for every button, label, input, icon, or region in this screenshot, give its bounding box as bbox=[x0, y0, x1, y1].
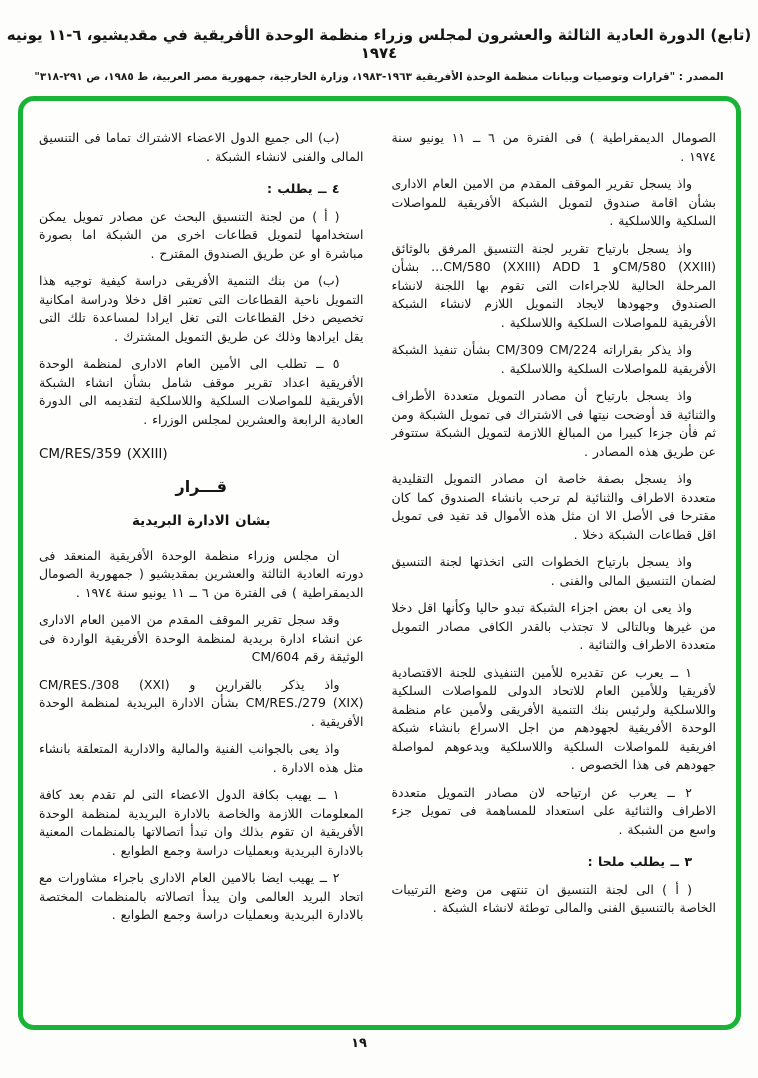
preamble-paragraph: ان مجلس وزراء منظمة الوحدة الأفريقية المنعقد فى دورته العادية الثالثة والعشرين بمقديشيو ( جمهورية الصومال الديمقراطية ) فى الفترة من ٦ ــ ١١ يونيو سنة ١٩٧٤ . bbox=[39, 547, 364, 600]
operative-clause-3-heading: ٣ ــ يطلب ملحا : bbox=[587, 854, 692, 869]
operative-clause-1: ١ ــ يعرب عن تقديره للأمين التنفيذى للجنة الاقتصادية لأفريقيا وللأمين العام للاتحاد الدولى للمواصلات السلكية واللاسلكية ولرئيس بنك التنمية الأفريقى ولأمين عام منظمة الوحدة الأفريقية لجهودهم من اجل الاسراع بانشاء شبكة افريقية للمواصلات السلكية واللاسلكية ويدعوهم لمواصلة جهودهم فى هذا الخصوص . bbox=[391, 664, 716, 772]
operative-clause-5: ٥ ــ تطلب الى الأمين العام الادارى لمنظمة الوحدة الأفريقية اعداد تقرير موقف شامل بشأن انشاء الشبكة الأفريقية للمواصلات السلكية واللاسلكية لتقديمه الى الدورة العادية الرابعة والعشرين لمجلس الوزراء . bbox=[39, 356, 364, 427]
paragraph-continuation: الصومال الديمقراطية ) فى الفترة من ٦ ــ ١١ يونيو سنة ١٩٧٤ . bbox=[391, 130, 716, 164]
paragraph: وقد سجل تقرير الموقف المقدم من الامين العام الادارى عن انشاء ادارة بريدية لمنظمة الوحدة الأفريقية الواردة فى الوثيقة رقم CM/604 bbox=[39, 612, 364, 664]
session-title: (تابع) الدورة العادية الثالثة والعشرون لمجلس وزراء منظمة الوحدة الأفريقية في مقديشيو، ٦-١١ يونيه ١٩٧٤ bbox=[6, 26, 752, 62]
paragraph: واذ يسجل بارتياح الخطوات التى اتخذتها لجنة التنسيق لضمان التنسيق المالى والفنى . bbox=[391, 554, 716, 588]
operative-clause-2: ٢ ــ يهيب ايضا بالامين العام الادارى باجراء مشاورات مع اتحاد البريد العالمى وان يبدأ اتصالاته بالمنظمات المختصة بالادارة البريدية وبعمليات دراسة وجمع الطوابع . bbox=[39, 870, 364, 922]
source-citation: المصدر : "قرارات وتوصيات وبيانات منظمة الوحدة الأفريقية ١٩٦٣-١٩٨٣، وزارة الخارجية، جمهورية مصر العربية، ط ١٩٨٥، ص ٢٩١-٣١٨" bbox=[34, 71, 724, 83]
column-right bbox=[392, 129, 717, 1017]
operative-clause-2: ٢ ــ يعرب عن ارتياحه لان مصادر التمويل متعددة الاطراف والثنائية على استعداد للمساهمة فى تمويل جزء واسع من الشبكة . bbox=[391, 784, 716, 837]
column-left bbox=[39, 129, 364, 1017]
paragraph: واذ يذكر بالقرارين و CM/RES./308 (XXI) CM/RES./279 (XIX) بشأن الادارة البريدية لمنظمة الوحدة الأفريقية . bbox=[39, 676, 364, 729]
paragraph: واذ يعى بالجوانب الفنية والمالية والادارية المتعلقة بانشاء مثل هذه الادارة . bbox=[39, 741, 364, 775]
paragraph: واذ يذكر بقراراته CM/309 CM/224 بشأن تنفيذ الشبكة الأفريقية للمواصلات السلكية واللاسلكية . bbox=[391, 342, 716, 376]
resolution-title: قـــرار bbox=[175, 476, 228, 496]
sub-clause-a: ( أ ) الى لجنة التنسيق ان تنتهى من وضع الترتيبات الخاصة بالتنسيق الفنى والمالى توطئة لانشاء الشبكة . bbox=[391, 881, 716, 915]
paragraph: واذ يسجل بصفة خاصة ان مصادر التمويل التقليدية متعددة الاطراف والثنائية لم ترحب بانشاء الصندوق كما كان مقترحا فى الأصل الا ان مثل هذه الأموال قد تفيد فى تمويل اقل قطاعات الشبكة دخلا . bbox=[391, 471, 716, 542]
paragraph: واذ يعى ان بعض اجزاء الشبكة تبدو حاليا وكأنها اقل دخلا من غيرها وبالتالى لا تجتذب بالقدر الكافى مصادر التمويل متعددة الاطراف والثنائية . bbox=[391, 600, 716, 652]
paragraph: واذ يسجل تقرير الموقف المقدم من الامين العام الادارى بشأن اقامة صندوق لتمويل الشبكة الأفريقية للمواصلات السلكية واللاسلكية . bbox=[391, 176, 716, 228]
operative-clause-4-heading: ٤ ــ يطلب : bbox=[267, 181, 340, 196]
sub-clause-b: (ب) من بنك التنمية الأفريقى دراسة كيفية توجيه هذا التمويل ناحية القطاعات التى تعتبر اقل دخلا ودراسة امكانية تخصيص دخل القطاعات التى تغل ايرادا لمساعدة تلك التى يقل ايرادها وذلك عن طريق التمويل المشترك . bbox=[39, 273, 364, 344]
sub-clause-a: ( أ ) من لجنة التنسيق البحث عن مصادر تمويل يمكن استخدامها لتمويل قطاعات اخرى من الشبكة اما بصورة مباشرة او عن طريق الصندوق المقترح . bbox=[39, 208, 364, 261]
green-border-frame bbox=[18, 96, 741, 1030]
sub-clause-b: (ب) الى جميع الدول الاعضاء الاشتراك تماما فى التنسيق المالى والفنى لانشاء الشبكة . bbox=[39, 130, 364, 164]
page-number: ١٩ bbox=[351, 1036, 367, 1051]
operative-clause-1: ١ ــ يهيب بكافة الدول الاعضاء التى لم تقدم بعد كافة المعلومات اللازمة والخاصة بالادارة البريدية لمنظمة الوحدة الأفريقية ان تقوم بذلك وان تبدأ اتصالاتها بالمنظمات المعنية بالادارة البريدية وبعمليات دراسة وجمع الطوابع . bbox=[39, 787, 364, 858]
paragraph: واذ يسجل بارتياح أن مصادر التمويل متعددة الأطراف والثنائية قد أوضحت نيتها فى الاشتراك فى تمويل الشبكة ومن ثم فأن جزءا كبيرا من المبالغ اللازمة لتمويل الشبكة ستتوفر عن طريق هذه المصادر . bbox=[391, 388, 716, 459]
page-header bbox=[0, 0, 758, 83]
paragraph: واذ يسجل بارتياح تقرير لجنة التنسيق المرفق بالوثائق CM/580 (XXIII)و CM/580 (XXIII) ADD 1... بشأن المرحلة الحالية للاجراءات التى تقوم بها اللجنة لانشاء الصندوق وجهودها لايجاد التمويل اللازم لانشاء الشبكة الأفريقية للمواصلات السلكية واللاسلكية . bbox=[391, 240, 716, 330]
two-column-layout bbox=[39, 129, 716, 1017]
resolution-subtitle: بشان الادارة البريدية bbox=[131, 513, 271, 529]
resolution-number: CM/RES/359 (XXIII) bbox=[39, 446, 168, 462]
